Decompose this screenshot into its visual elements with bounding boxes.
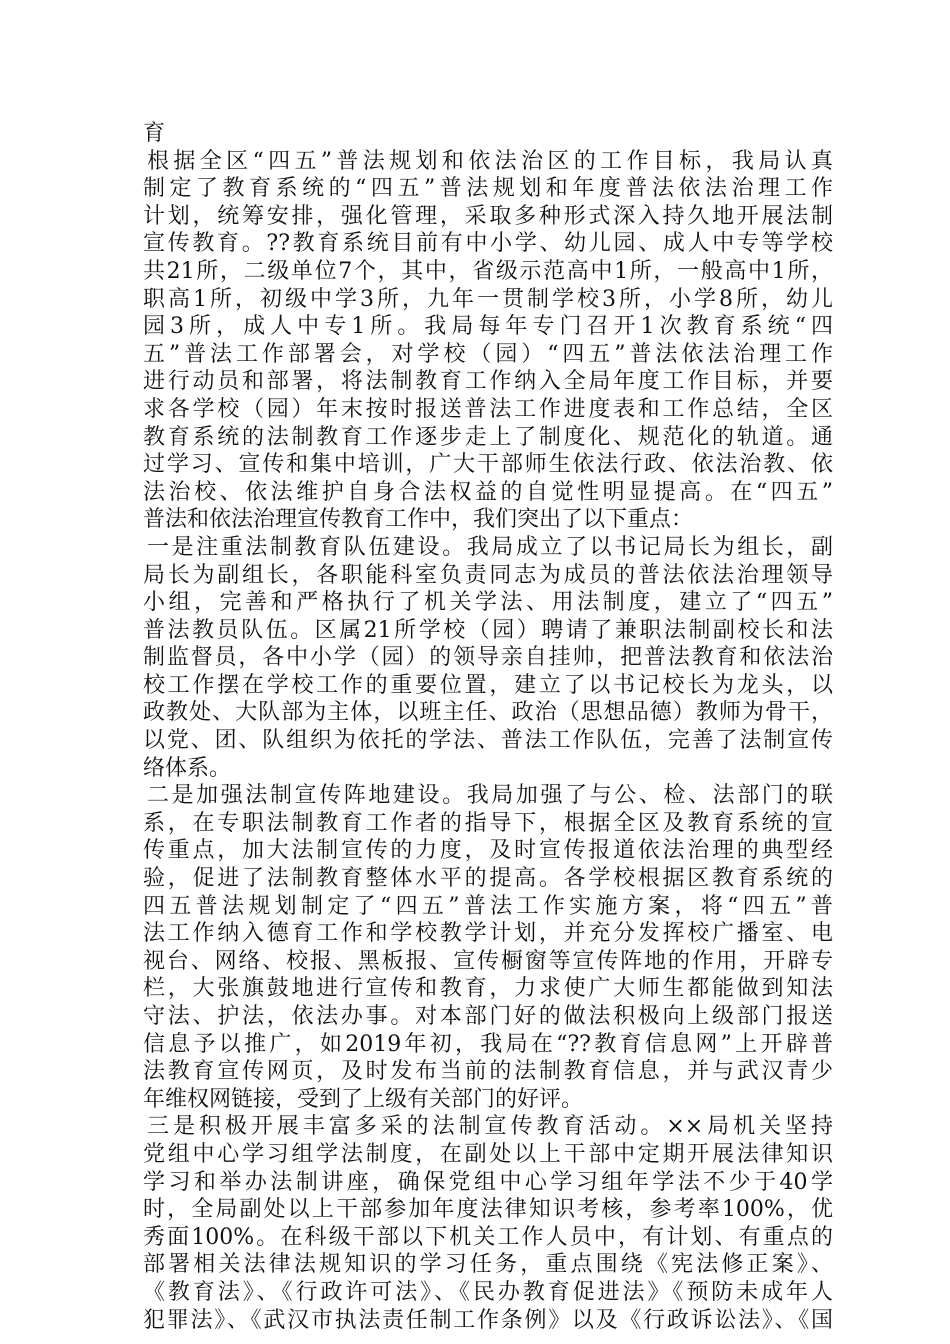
text-line: 共21所，二级单位7个，其中，省级示范高中1所，一般高中1所， [143,258,833,284]
text-line: 部署相关法律法规知识的学习任务，重点围绕《宪法修正案》、 [143,1252,833,1278]
text-line: 进行动员和部署，将法制教育工作纳入全局年度工作目标，并要 [143,369,833,395]
text-line: 秀面100%。在科级干部以下机关工作人员中，有计划、有重点的 [143,1224,833,1250]
text-line: 验，促进了法制教育整体水平的提高。各学校根据区教育系统的 [143,866,833,892]
text-line: 系，在专职法制教育工作者的指导下，根据全区及教育系统的宣 [143,810,833,836]
text-line: 信息予以推广，如2019年初，我局在“??教育信息网”上开辟普 [143,1031,833,1057]
text-line: 职高1所，初级中学3所，九年一贯制学校3所，小学8所，幼儿 [143,286,833,312]
text-line: 计划，统筹安排，强化管理，采取多种形式深入持久地开展法制 [143,203,833,229]
paragraph-end-line: 络体系。 [143,755,232,781]
text-line: 制监督员，各中小学（园）的领导亲自挂帅，把普法教育和依法治 [143,645,833,671]
text-line: 过学习、宣传和集中培训，广大干部师生依法行政、依法治教、依 [143,452,833,478]
text-line: 守法、护法，依法办事。对本部门好的做法积极向上级部门报送 [143,1004,833,1029]
text-line: 栏，大张旗鼓地进行宣传和教育，力求使广大师生都能做到知法 [143,976,833,1002]
text-line: 犯罪法》、《武汉市执法责任制工作条例》以及《行政诉讼法》、《国 [143,1307,833,1333]
text-line: 局长为副组长，各职能科室负责同志为成员的普法依法治理领导 [143,562,833,588]
text-line: 四五普法规划制定了“四五”普法工作实施方案，将“四五”普 [143,893,833,919]
text-line: 政教处、大队部为主体，以班主任、政治（思想品德）教师为骨干， [143,700,833,726]
text-line: 教育系统的法制教育工作逐步走上了制度化、规范化的轨道。通 [143,424,833,450]
paragraph-start-line: 二是加强法制宣传阵地建设。我局加强了与公、检、法部门的联 [147,783,833,809]
text-line: 小组，完善和严格执行了机关学法、用法制度，建立了“四五” [143,590,833,616]
text-line: 学习和举办法制讲座，确保党组中心学习组年学法不少于40学 [143,1169,833,1195]
text-line: 育 [143,121,166,146]
text-line: 以党、团、队组织为依托的学法、普法工作队伍，完善了法制宣传 [143,728,833,754]
text-line: 《教育法》、《行政许可法》、《民办教育促进法》《预防未成年人 [143,1279,833,1305]
text-line: 法工作纳入德育工作和学校教学计划，并充分发挥校广播室、电 [143,921,833,947]
text-line: 普法教员队伍。区属21所学校（园）聘请了兼职法制副校长和法 [143,617,833,643]
text-line: 法教育宣传网页，及时发布当前的法制教育信息，并与武汉青少 [143,1059,833,1085]
document-page [143,120,833,1334]
text-line: 视台、网络、校报、黑板报、宣传橱窗等宣传阵地的作用，开辟专 [143,948,833,974]
text-line: 法治校、依法维护自身合法权益的自觉性明显提高。在“四五” [143,479,833,505]
paragraph-end-line: 普法和依法治理宣传教育工作中，我们突出了以下重点： [143,507,694,533]
text-line: 宣传教育。??教育系统目前有中小学、幼儿园、成人中专等学校 [143,231,833,257]
text-line: 时，全局副处以上干部参加年度法律知识考核，参考率100%，优 [143,1197,833,1223]
paragraph-start-line: 三是积极开展丰富多采的法制宣传教育活动。××局机关坚持 [147,1114,833,1140]
text-line: 传重点，加大法制宣传的力度，及时宣传报道依法治理的典型经 [143,838,833,864]
text-line: 制定了教育系统的“四五”普法规划和年度普法依法治理工作 [143,176,833,202]
text-line: 五”普法工作部署会，对学校（园）“四五”普法依法治理工作 [143,341,833,367]
text-line: 校工作摆在学校工作的重要位置，建立了以书记校长为龙头，以 [143,672,833,698]
text-line: 求各学校（园）年末按时报送普法工作进度表和工作总结，全区 [143,396,833,422]
paragraph-start-line: 一是注重法制教育队伍建设。我局成立了以书记局长为组长，副 [147,534,833,560]
paragraph-start-line: 根据全区“四五”普法规划和依法治区的工作目标，我局认真 [147,148,833,174]
text-line: 园3所，成人中专1所。我局每年专门召开1次教育系统“四 [143,314,833,340]
text-line: 党组中心学习组学法制度，在副处以上干部中定期开展法律知识 [143,1141,833,1167]
paragraph-end-line: 年维权网链接，受到了上级有关部门的好评。 [143,1086,584,1112]
